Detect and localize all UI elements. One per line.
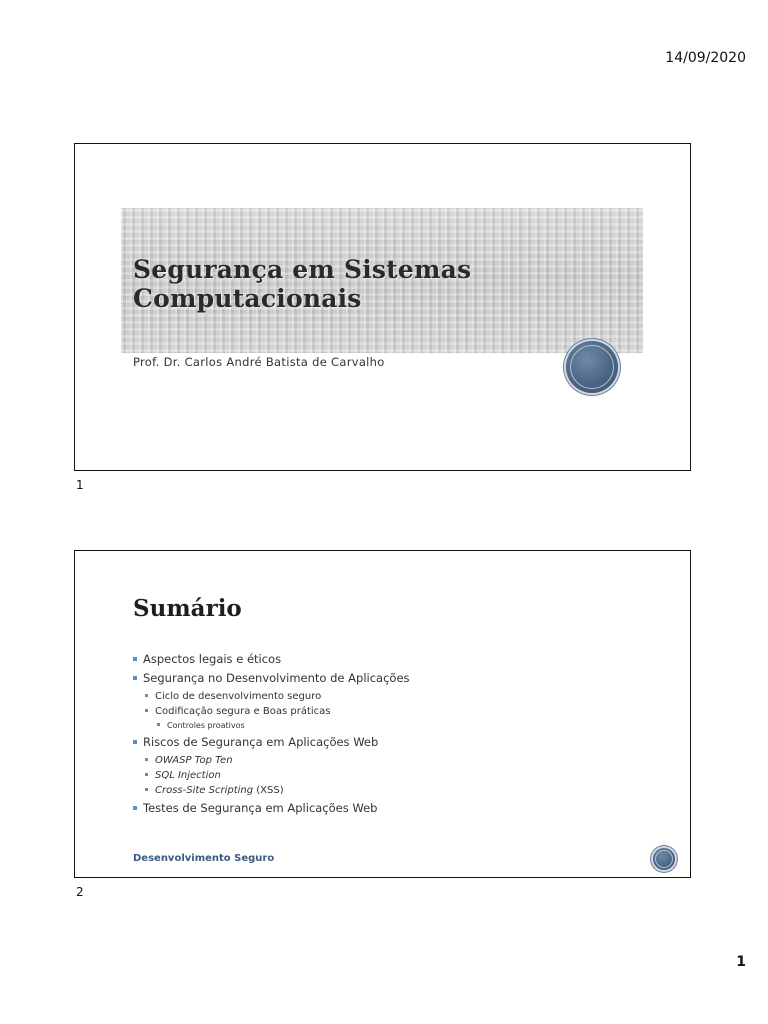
slide-2	[74, 550, 691, 878]
slide-1	[74, 143, 691, 471]
list-item: SQL Injection	[145, 769, 653, 782]
slide-title-line2: Computacionais	[133, 284, 362, 313]
page-number: 1	[736, 954, 746, 970]
slide-title-line1: Segurança em Sistemas	[133, 255, 472, 284]
list-item-suffix: (XSS)	[253, 785, 284, 796]
list-item: Testes de Segurança em Aplicações Web	[133, 801, 653, 816]
list-item: Aspectos legais e éticos	[133, 652, 653, 667]
list-item: Controles proativos	[157, 720, 653, 731]
list-item	[145, 784, 653, 797]
author-subtitle: Prof. Dr. Carlos André Batista de Carvalho	[133, 355, 385, 369]
slide-title: Sumário	[133, 595, 242, 622]
page-date: 14/09/2020	[665, 50, 746, 66]
slide-number-1: 1	[76, 478, 84, 492]
list-item: Riscos de Segurança em Aplicações Web	[133, 735, 653, 750]
list-item: Codificação segura e Boas práticas	[145, 705, 653, 718]
list-item-italic-text: Cross-Site Scripting	[155, 785, 254, 796]
list-item: Ciclo de desenvolvimento seguro	[145, 690, 653, 703]
list-item: Segurança no Desenvolvimento de Aplicações	[133, 671, 653, 686]
slide-footer: Desenvolvimento Seguro	[133, 853, 275, 864]
circular-seal-icon	[653, 848, 675, 870]
summary-list	[133, 652, 653, 820]
slide-title	[133, 255, 471, 313]
circular-seal-icon	[566, 341, 618, 393]
list-item: OWASP Top Ten	[145, 754, 653, 767]
slide-number-2: 2	[76, 885, 84, 899]
title-banner	[121, 208, 643, 353]
